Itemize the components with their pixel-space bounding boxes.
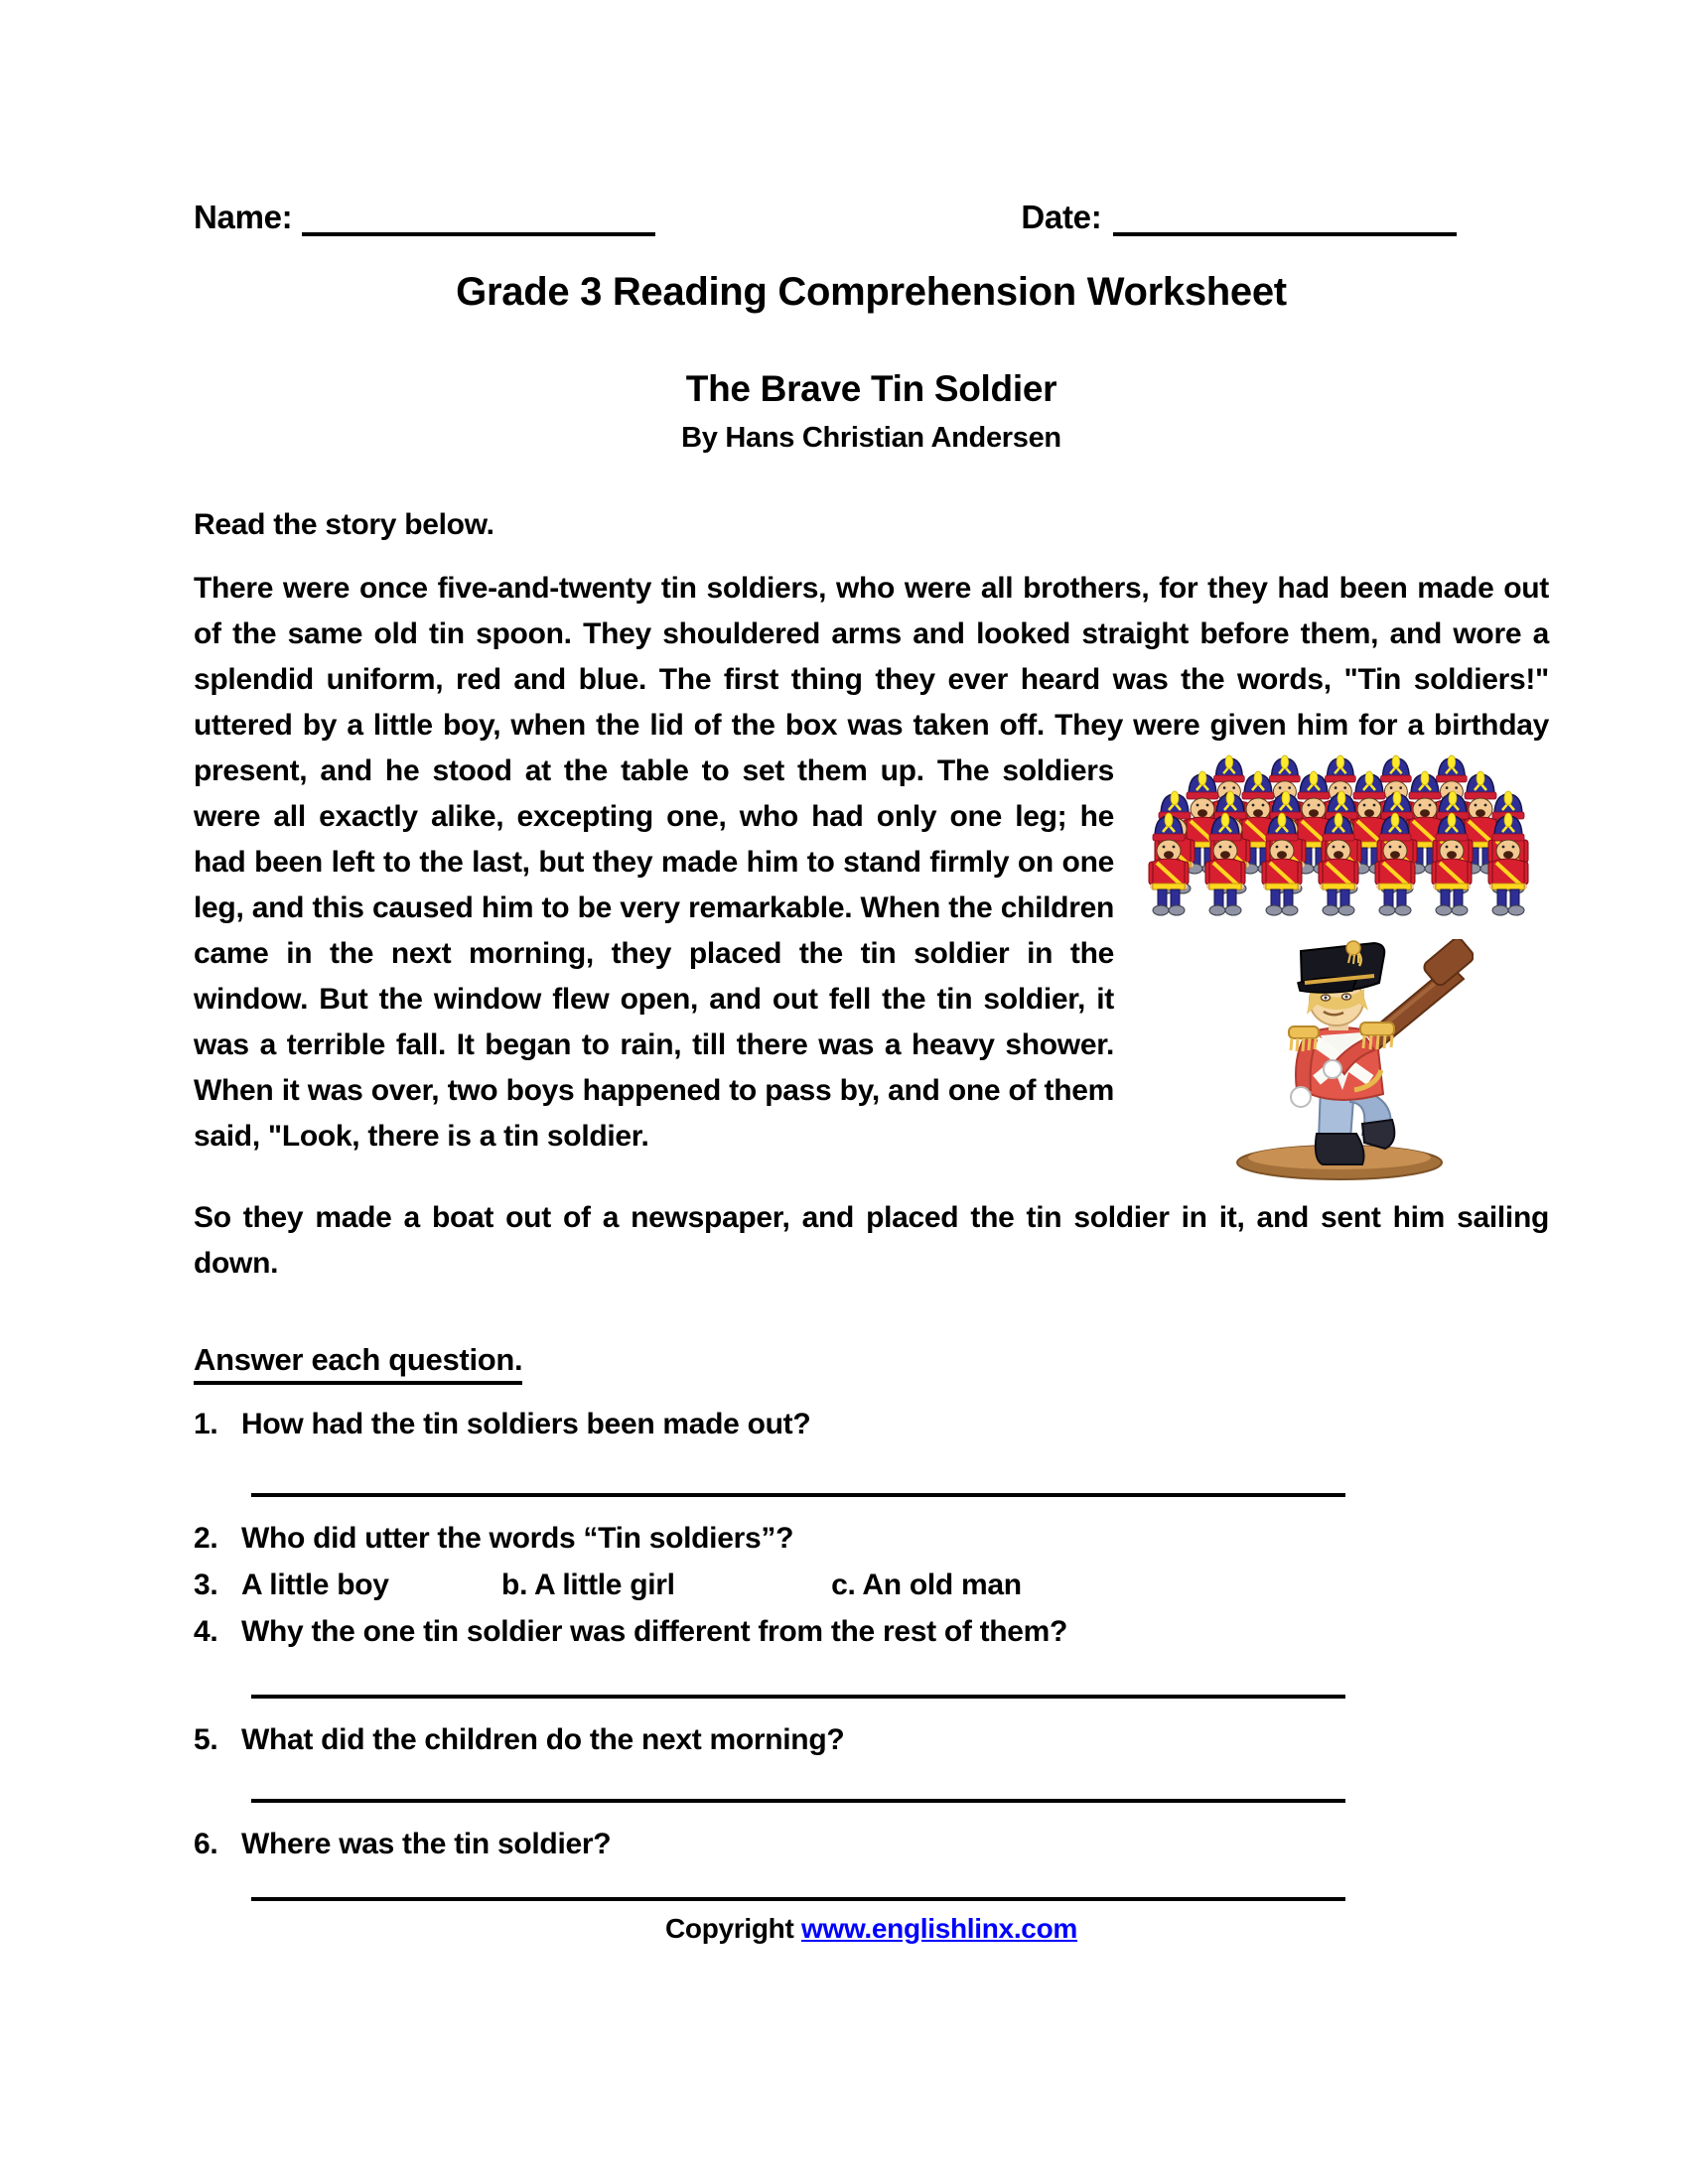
question-3-number: 3. <box>194 1569 218 1601</box>
answer-line-1 <box>251 1493 1345 1497</box>
question-2-number: 2. <box>194 1522 218 1555</box>
question-5 <box>194 1716 1549 1763</box>
name-label: Name: <box>194 199 293 235</box>
name-blank-line <box>302 203 655 236</box>
option-a: A little boy <box>241 1569 389 1601</box>
story-paragraph-1: There were once five-and-twenty tin soldiers, who were all brothers, for they had been made out of the same old tin spoon. They shouldered arms and looked straight before them, and wore a splendid uniform, red and blue. The first thing they ever heard was the words, "Tin soldiers!" uttered by a little boy, when the lid of the box was taken off. They were given him for a birthday <box>194 572 1549 742</box>
tin-soldiers-group-illustration <box>1141 754 1538 925</box>
story-title: The Brave Tin Soldier <box>685 368 1057 409</box>
story-middle-section <box>194 749 1549 1195</box>
date-label: Date: <box>1021 199 1102 235</box>
question-2 <box>194 1515 1549 1562</box>
copyright-label: Copyright <box>665 1913 794 1944</box>
question-4-number: 4. <box>194 1615 218 1648</box>
option-c: c. An old man <box>831 1569 1022 1601</box>
date-field <box>1021 199 1457 236</box>
tin-soldier-illustration <box>1205 939 1474 1185</box>
header <box>194 199 1549 236</box>
question-5-number: 5. <box>194 1723 218 1756</box>
question-6-number: 6. <box>194 1828 218 1860</box>
question-4-text: Why the one tin soldier was different from the rest of them? <box>241 1615 1068 1648</box>
question-3-options <box>194 1562 1549 1608</box>
question-5-text: What did the children do the next morning? <box>241 1723 845 1756</box>
question-3-option-row <box>241 1562 1549 1608</box>
answer-line-2 <box>251 1695 1345 1699</box>
option-b: b. A little girl <box>501 1569 675 1601</box>
question-4 <box>194 1608 1549 1655</box>
instruction-text: Read the story below. <box>194 508 494 541</box>
question-1-text: How had the tin soldiers been made out? <box>241 1408 811 1440</box>
story-paragraph-2: present, and he stood at the table to set them up. The soldiers were all exactly alike, excepting one, who had only one leg; he had been left to the last, but they made him to stand firmly on one leg, and this caused him to be very remarkable. When the children came in the next morning, they placed the tin soldier in the window. But the window flew open, and out fell the tin soldier, it was a terrible fall. It began to rain, till there was a heavy shower. When it was over, two boys happened to pass by, and one of them said, "Look, there is a tin soldier. <box>194 754 1114 1153</box>
footer-link[interactable]: www.englishlinx.com <box>801 1913 1077 1944</box>
illustrations <box>1130 754 1549 1185</box>
story-paragraph-3: So they made a boat out of a newspaper, and placed the tin soldier in it, and sent him sailing down. <box>194 1201 1549 1280</box>
question-1 <box>194 1401 1549 1447</box>
question-6-text: Where was the tin soldier? <box>241 1828 612 1860</box>
story-byline: By Hans Christian Andersen <box>681 422 1061 454</box>
questions-heading: Answer each question. <box>194 1342 522 1385</box>
questions-section <box>194 1342 1549 1385</box>
page-title: Grade 3 Reading Comprehension Worksheet <box>456 270 1287 314</box>
answer-line-4 <box>251 1897 1345 1901</box>
question-2-text: Who did utter the words “Tin soldiers”? <box>241 1522 794 1555</box>
name-field <box>194 199 655 236</box>
footer <box>194 1913 1549 1945</box>
date-blank-line <box>1113 203 1457 236</box>
question-1-number: 1. <box>194 1408 218 1440</box>
answer-line-3 <box>251 1799 1345 1803</box>
question-6 <box>194 1821 1549 1867</box>
